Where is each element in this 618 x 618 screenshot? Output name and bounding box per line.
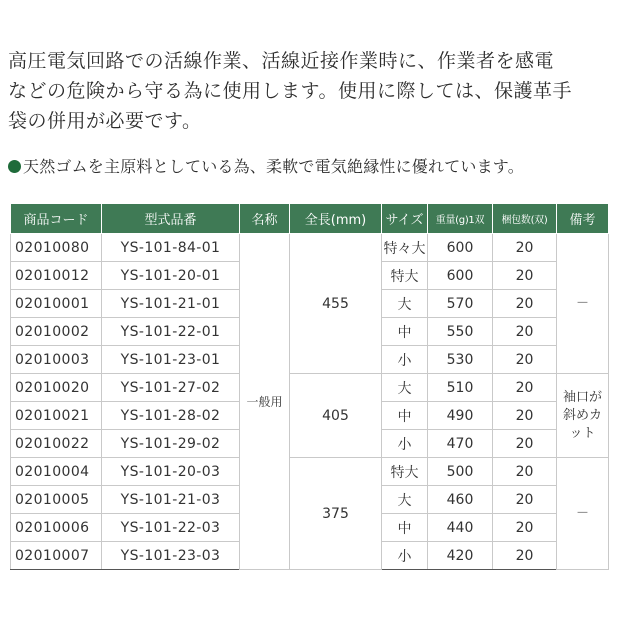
cell-size: 大 (382, 486, 428, 514)
table-row (11, 374, 609, 402)
cell-code: 02010007 (11, 542, 102, 570)
cell-size: 小 (382, 542, 428, 570)
table-row (11, 234, 609, 262)
header-code: 商品コード (11, 204, 102, 234)
cell-pack: 20 (493, 486, 557, 514)
cell-pack: 20 (493, 290, 557, 318)
cell-length: 455 (290, 234, 382, 374)
header-weight: 重量(g)1双 (428, 204, 493, 234)
cell-size: 特大 (382, 458, 428, 486)
header-name: 名称 (240, 204, 290, 234)
cell-model: YS-101-23-01 (102, 346, 240, 374)
cell-pack: 20 (493, 458, 557, 486)
cell-size: 中 (382, 318, 428, 346)
spec-table (10, 203, 609, 570)
intro-line: 袋の併用が必要です。 (8, 110, 202, 132)
cell-size: 小 (382, 346, 428, 374)
cell-weight: 510 (428, 374, 493, 402)
cell-weight: 490 (428, 402, 493, 430)
header-size: サイズ (382, 204, 428, 234)
cell-code: 02010080 (11, 234, 102, 262)
cell-size: 大 (382, 374, 428, 402)
cell-model: YS-101-22-01 (102, 318, 240, 346)
cell-weight: 470 (428, 430, 493, 458)
header-model: 型式品番 (102, 204, 240, 234)
cell-weight: 570 (428, 290, 493, 318)
header-pack: 梱包数(双) (493, 204, 557, 234)
table-row (11, 458, 609, 486)
cell-code: 02010006 (11, 514, 102, 542)
cell-size: 中 (382, 514, 428, 542)
table-header-row (11, 204, 609, 234)
cell-model: YS-101-23-03 (102, 542, 240, 570)
cell-code: 02010005 (11, 486, 102, 514)
cell-model: YS-101-28-02 (102, 402, 240, 430)
cell-pack: 20 (493, 402, 557, 430)
cell-model: YS-101-27-02 (102, 374, 240, 402)
cell-code: 02010003 (11, 346, 102, 374)
cell-model: YS-101-29-02 (102, 430, 240, 458)
cell-code: 02010004 (11, 458, 102, 486)
cell-pack: 20 (493, 542, 557, 570)
cell-code: 02010020 (11, 374, 102, 402)
cell-code: 02010012 (11, 262, 102, 290)
cell-weight: 500 (428, 458, 493, 486)
header-note: 備考 (557, 204, 609, 234)
cell-model: YS-101-21-01 (102, 290, 240, 318)
cell-weight: 530 (428, 346, 493, 374)
cell-weight: 550 (428, 318, 493, 346)
intro-line: などの危険から守る為に使用します。使用に際しては、保護革手 (8, 80, 572, 102)
cell-weight: 440 (428, 514, 493, 542)
feature-bullet (8, 154, 524, 177)
intro-line: 高圧電気回路での活線作業、活線近接作業時に、作業者を感電 (8, 50, 555, 72)
cell-pack: 20 (493, 374, 557, 402)
cell-model: YS-101-84-01 (102, 234, 240, 262)
cell-name: 一般用 (240, 234, 290, 570)
cell-size: 小 (382, 430, 428, 458)
cell-length: 375 (290, 458, 382, 570)
cell-length: 405 (290, 374, 382, 458)
cell-model: YS-101-21-03 (102, 486, 240, 514)
cell-pack: 20 (493, 234, 557, 262)
cell-note: － (557, 234, 609, 374)
cell-note: － (557, 458, 609, 570)
cell-model: YS-101-22-03 (102, 514, 240, 542)
cell-size: 特々大 (382, 234, 428, 262)
cell-note: 袖口が斜めカット (557, 374, 609, 458)
bullet-dot-icon (8, 160, 21, 173)
cell-code: 02010002 (11, 318, 102, 346)
header-length: 全長(mm) (290, 204, 382, 234)
cell-code: 02010022 (11, 430, 102, 458)
cell-size: 大 (382, 290, 428, 318)
cell-weight: 420 (428, 542, 493, 570)
cell-weight: 460 (428, 486, 493, 514)
cell-weight: 600 (428, 234, 493, 262)
cell-pack: 20 (493, 318, 557, 346)
intro-paragraph (8, 46, 612, 136)
feature-text: 天然ゴムを主原料としている為、柔軟で電気絶縁性に優れています。 (23, 157, 524, 176)
cell-code: 02010001 (11, 290, 102, 318)
cell-pack: 20 (493, 346, 557, 374)
cell-pack: 20 (493, 262, 557, 290)
cell-pack: 20 (493, 430, 557, 458)
cell-model: YS-101-20-03 (102, 458, 240, 486)
cell-model: YS-101-20-01 (102, 262, 240, 290)
table-body (11, 234, 609, 570)
cell-size: 特大 (382, 262, 428, 290)
cell-size: 中 (382, 402, 428, 430)
cell-weight: 600 (428, 262, 493, 290)
cell-code: 02010021 (11, 402, 102, 430)
cell-pack: 20 (493, 514, 557, 542)
